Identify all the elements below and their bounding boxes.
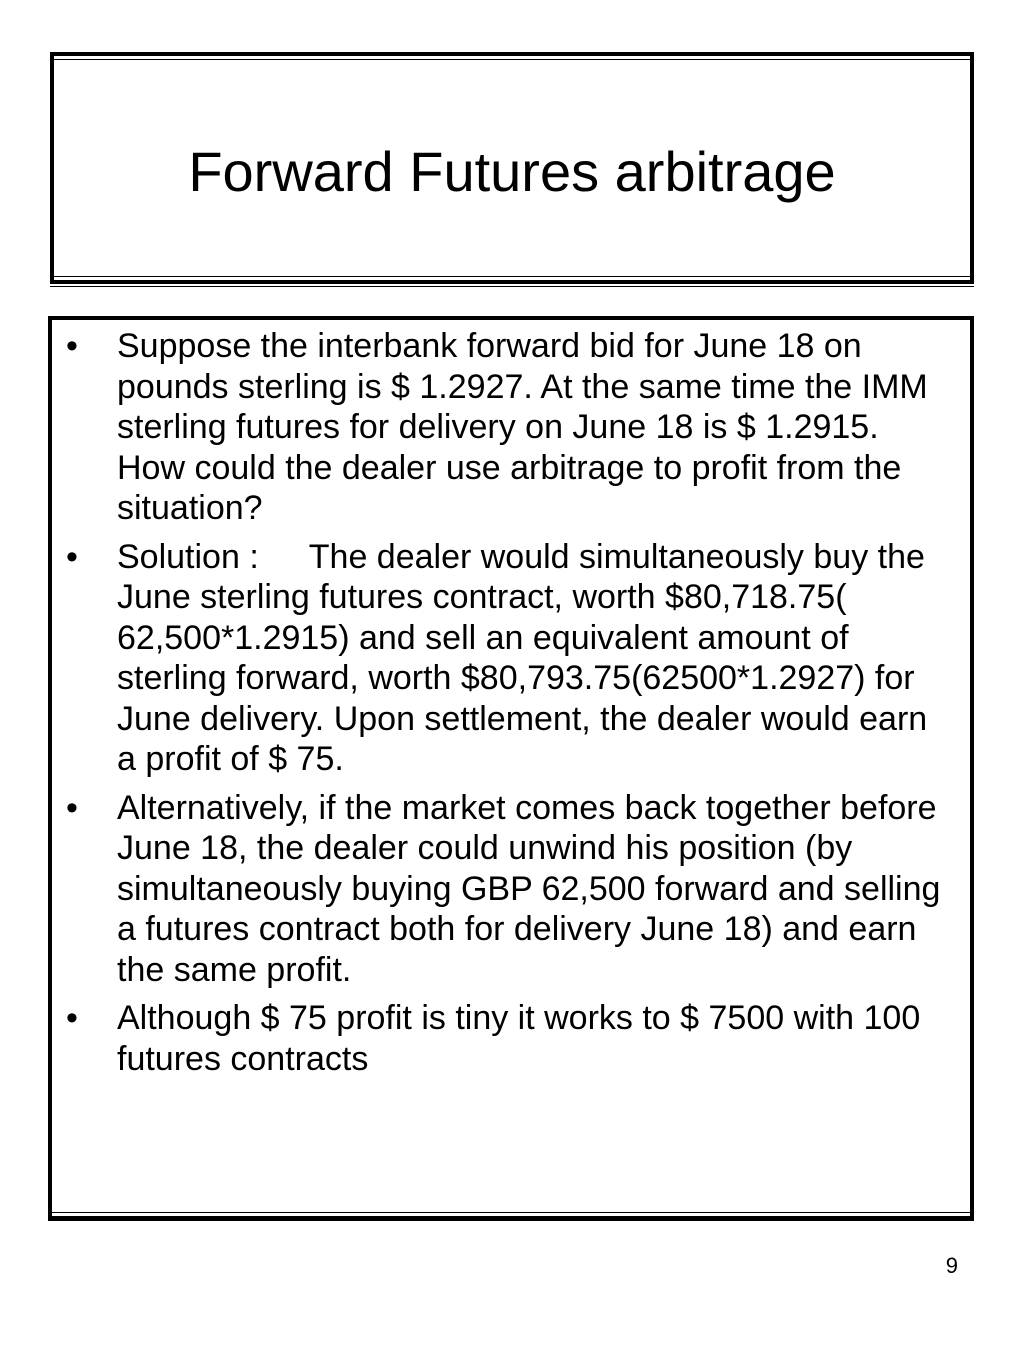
bullet-lead: Solution :: [117, 537, 259, 576]
bullet-item: [62, 537, 952, 780]
bullet-dot-icon: •: [66, 327, 78, 365]
bullet-item: [62, 326, 952, 529]
bullet-item: [62, 998, 952, 1079]
page-number: 9: [945, 1253, 958, 1278]
title-frame: [50, 52, 974, 284]
content-frame-shadow: [48, 1220, 974, 1221]
bullet-text: Alternatively, if the market comes back together before June 18, the dealer could unwind his position (by simultaneously buying GBP 62,500 forward and selling a futures contract both for delivery June 18) and earn the same profit.: [117, 788, 941, 989]
bullet-dot-icon: •: [66, 788, 78, 827]
bullet-text: The dealer would simultaneously buy the June sterling futures contract, worth $80,718.75( 62,500*1.2915) and sell an equivalent amount of sterling forward, worth $80,793.75(62500*1.2927) for June delivery. Upon settlement, the dealer would earn a profit of $ 75.: [117, 537, 928, 778]
bullet-text: Although $ 75 profit is tiny it works to $ 7500 with 100 futures contracts: [117, 999, 921, 1078]
bullet-item: [62, 788, 952, 991]
bullet-dot-icon: •: [66, 999, 78, 1037]
title-frame-shadow: [50, 286, 974, 287]
bullet-dot-icon: •: [66, 537, 78, 576]
bullet-list: [62, 326, 952, 1087]
slide-title: Forward Futures arbitrage: [188, 140, 836, 203]
bullet-text: Suppose the interbank forward bid for June 18 on pounds sterling is $ 1.2927. At the same time the IMM sterling futures for delivery on June 18 is $ 1.2915. How could the dealer use arbitrage to profit from the situation?: [117, 327, 928, 527]
